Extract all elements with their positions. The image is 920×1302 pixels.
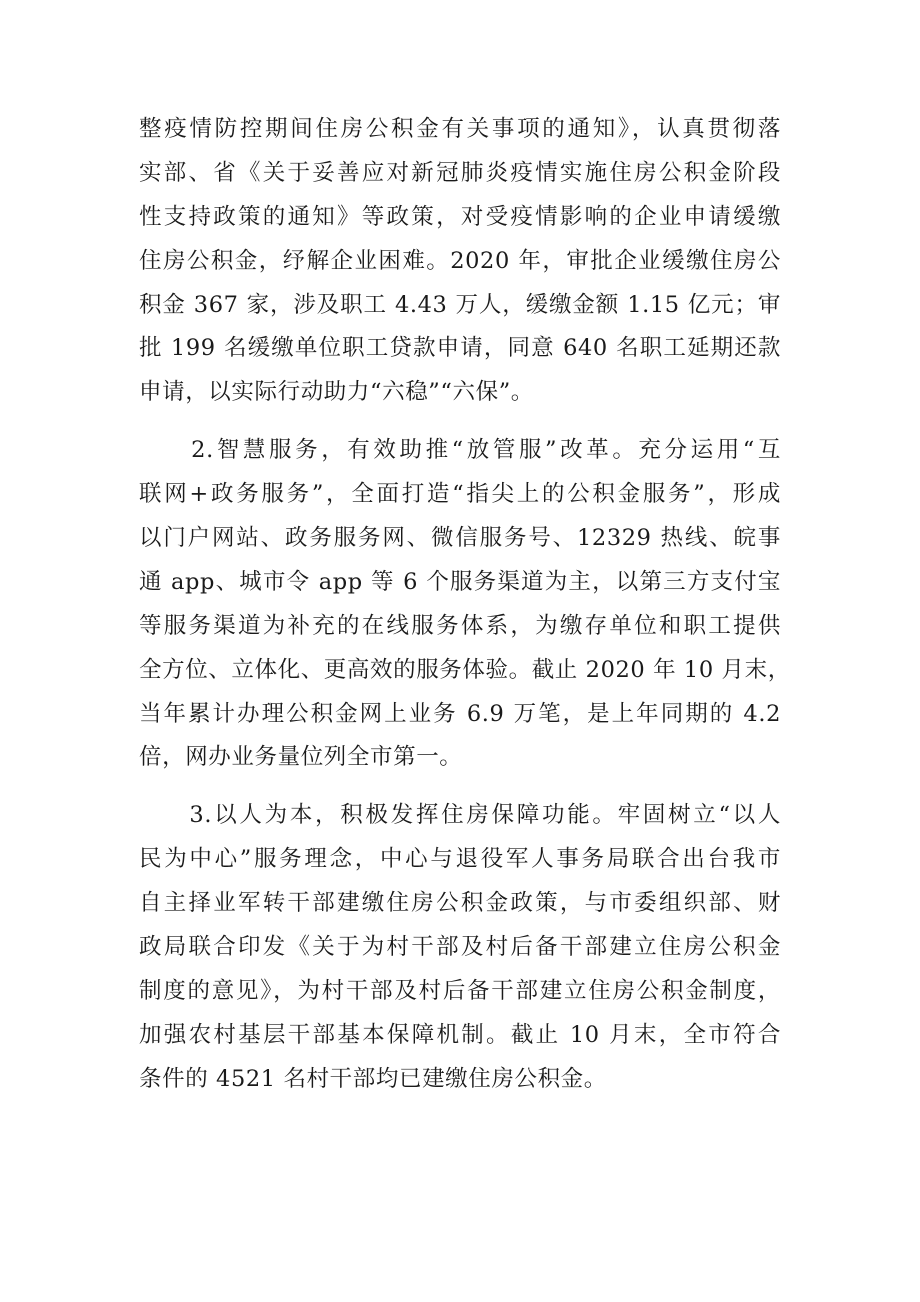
text-line: 积金 367 家，涉及职工 4.43 万人，缓缴金额 1.15 亿元；审	[139, 291, 781, 318]
document-body	[139, 108, 791, 1102]
text-line: 3.以人为本，积极发挥住房保障功能。牢固树立“以人	[139, 802, 781, 829]
text-line: 政局联合印发《关于为村干部及村后备干部建立住房公积金	[139, 934, 781, 961]
text-line: 批 199 名缓缴单位职工贷款申请，同意 640 名职工延期还款	[139, 335, 781, 362]
text-line: 等服务渠道为补充的在线服务体系，为缴存单位和职工提供	[139, 612, 781, 639]
text-line: 民为中心”服务理念，中心与退役军人事务局联合出台我市	[139, 846, 781, 873]
text-line: 以门户网站、政务服务网、微信服务号、12329 热线、皖事	[139, 525, 781, 552]
paragraph-smart-services	[139, 429, 791, 780]
text-line: 性支持政策的通知》等政策，对受疫情影响的企业申请缓缴	[139, 203, 781, 230]
text-line: 住房公积金，纾解企业困难。2020 年，审批企业缓缴住房公	[139, 247, 781, 274]
text-line: 当年累计办理公积金网上业务 6.9 万笔，是上年同期的 4.2	[139, 700, 781, 727]
text-line: 自主择业军转干部建缴住房公积金政策，与市委组织部、财	[139, 890, 781, 917]
paragraph-spacer	[139, 415, 781, 429]
text-line: 申请，以实际行动助力“六稳”“六保”。	[139, 379, 534, 406]
paragraph-housing-security	[139, 794, 781, 1101]
text-line: 全方位、立体化、更高效的服务体验。截止 2020 年 10 月末，	[139, 656, 791, 683]
text-line: 实部、省《关于妥善应对新冠肺炎疫情实施住房公积金阶段	[139, 159, 781, 186]
text-line: 倍，网办业务量位列全市第一。	[139, 744, 463, 771]
text-line: 条件的 4521 名村干部均已建缴住房公积金。	[139, 1065, 607, 1092]
text-line: 2.智慧服务，有效助推“放管服”改革。充分运用“互	[139, 437, 781, 464]
paragraph-spacer	[139, 780, 781, 794]
text-line: 联网+政务服务”，全面打造“指尖上的公积金服务”，形成	[139, 481, 781, 508]
text-line: 整疫情防控期间住房公积金有关事项的通知》，认真贯彻落	[139, 116, 781, 142]
text-line: 通 app、城市令 app 等 6 个服务渠道为主，以第三方支付宝	[139, 568, 781, 595]
text-line: 制度的意见》，为村干部及村后备干部建立住房公积金制度，	[139, 977, 781, 1004]
paragraph-covid-relief	[139, 108, 781, 415]
text-line: 加强农村基层干部基本保障机制。截止 10 月末，全市符合	[139, 1021, 781, 1048]
